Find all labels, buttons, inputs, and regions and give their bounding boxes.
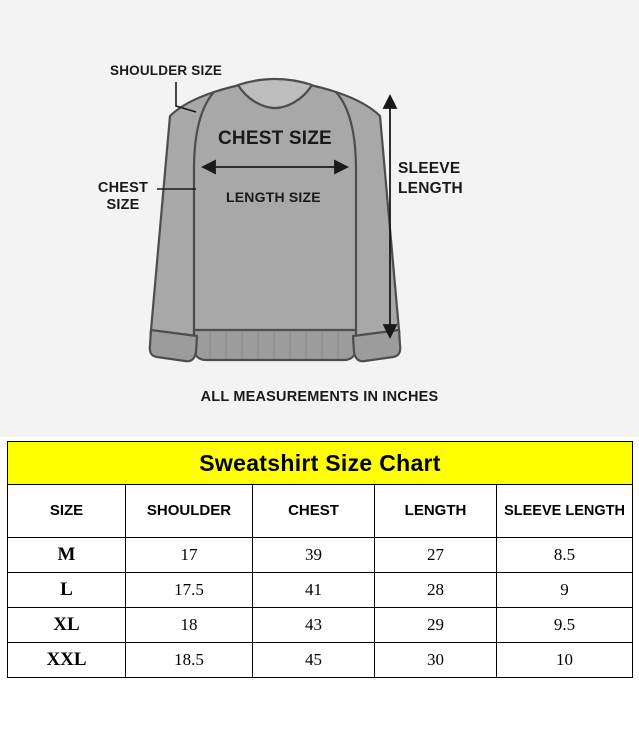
cell-chest: 43 <box>253 608 375 643</box>
cell-sleeve-length: 9.5 <box>497 608 633 643</box>
cell-size: L <box>8 573 126 608</box>
size-chart-title: Sweatshirt Size Chart <box>8 442 633 485</box>
table-row <box>8 608 633 643</box>
cell-sleeve-length: 10 <box>497 643 633 678</box>
garment-shape <box>150 79 400 361</box>
label-length-size: LENGTH SIZE <box>226 189 321 205</box>
cell-length: 27 <box>375 538 497 573</box>
table-header-row <box>8 485 633 538</box>
table-row <box>8 643 633 678</box>
table-row <box>8 538 633 573</box>
label-chest-size-top: CHEST SIZE <box>218 128 332 149</box>
cell-shoulder: 17.5 <box>126 573 253 608</box>
table-row <box>8 573 633 608</box>
cell-size: XL <box>8 608 126 643</box>
cell-chest: 41 <box>253 573 375 608</box>
cell-size: M <box>8 538 126 573</box>
size-chart-table <box>7 441 633 678</box>
cell-length: 29 <box>375 608 497 643</box>
header-chest: CHEST <box>253 485 375 538</box>
cell-chest: 39 <box>253 538 375 573</box>
table-title-row <box>8 442 633 485</box>
cell-sleeve-length: 8.5 <box>497 538 633 573</box>
cell-length: 30 <box>375 643 497 678</box>
size-chart-container <box>7 441 632 678</box>
cell-shoulder: 18.5 <box>126 643 253 678</box>
label-measurements-note: ALL MEASUREMENTS IN INCHES <box>200 389 439 405</box>
cell-size: XXL <box>8 643 126 678</box>
header-length: LENGTH <box>375 485 497 538</box>
label-chest-size-side: CHEST SIZE <box>97 180 149 213</box>
header-sleeve-length: SLEEVE LENGTH <box>497 485 633 538</box>
cell-shoulder: 17 <box>126 538 253 573</box>
cell-shoulder: 18 <box>126 608 253 643</box>
header-shoulder: SHOULDER <box>126 485 253 538</box>
cell-length: 28 <box>375 573 497 608</box>
cell-chest: 45 <box>253 643 375 678</box>
label-sleeve-length: SLEEVE LENGTH <box>398 160 463 198</box>
label-shoulder-size: SHOULDER SIZE <box>110 63 223 78</box>
cell-sleeve-length: 9 <box>497 573 633 608</box>
header-size: SIZE <box>8 485 126 538</box>
